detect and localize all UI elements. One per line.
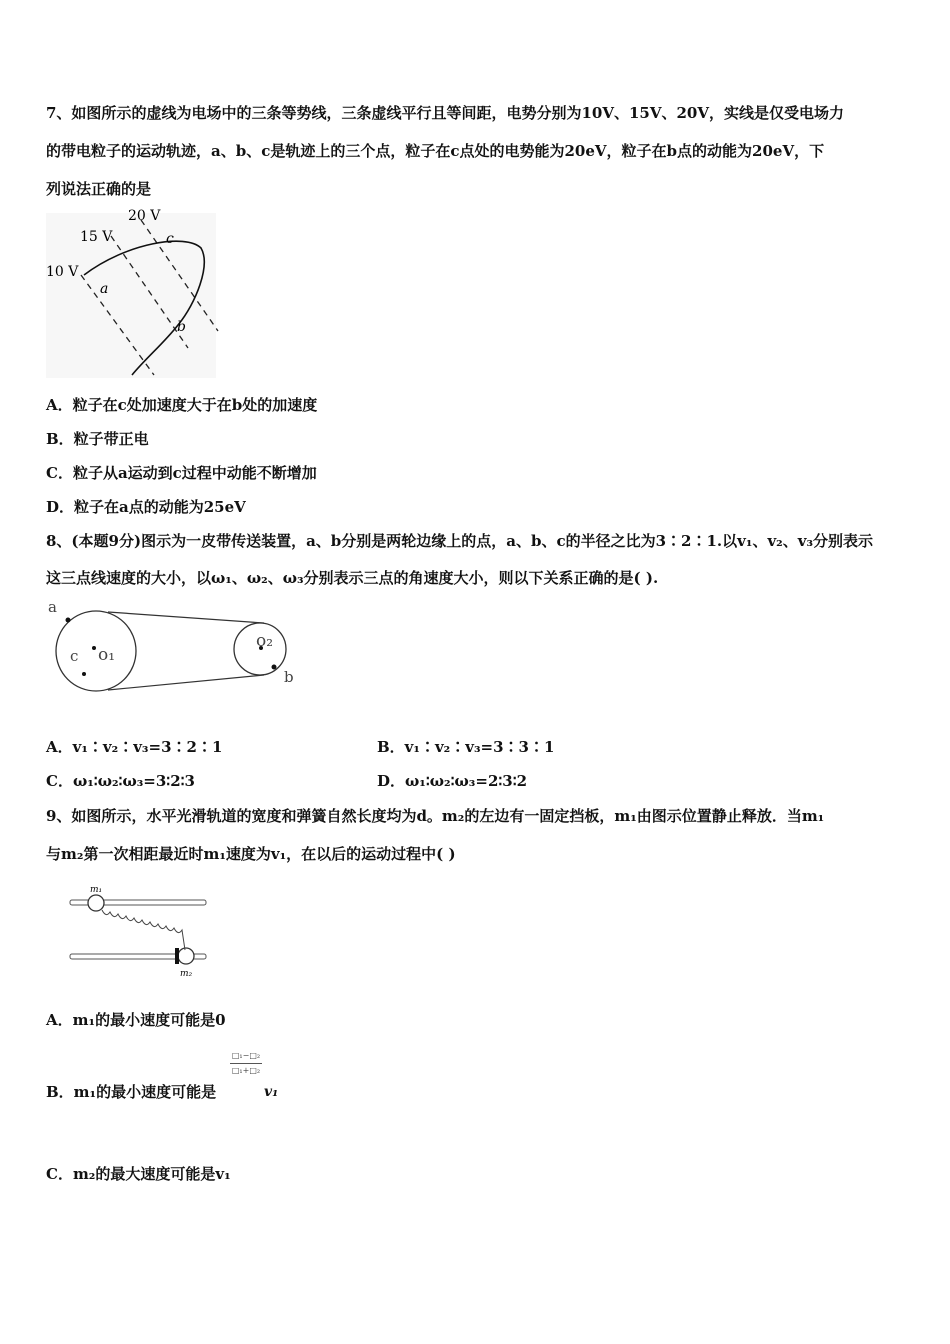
label-m2: m₂ <box>180 969 193 979</box>
center-o1-dot <box>92 646 96 650</box>
label-m1: m₁ <box>90 885 103 895</box>
label-15v: 15 V <box>80 229 113 245</box>
spring <box>102 910 185 950</box>
belt-bottom <box>108 675 264 690</box>
q7-line2: 的带电粒子的运动轨迹，a、b、c是轨迹上的三个点，粒子在c点处的电势能为20eV，粒子在b点的动能为20eV，下 <box>46 142 825 160</box>
q7-option-c: C．粒子从a运动到c过程中动能不断增加 <box>46 464 317 482</box>
point-a: a <box>100 281 109 297</box>
point-b-dot <box>272 665 277 670</box>
q7-option-b: B．粒子带正电 <box>46 430 149 448</box>
q8-option-c: C．ω₁∶ω₂∶ω₃=3∶2∶3 <box>46 772 195 790</box>
q9-line1: 9、如图所示，水平光滑轨道的宽度和弹簧自然长度均为d。m₂的左边有一固定挡板，m₁由图示位置静止释放．当m₁ <box>46 807 825 825</box>
point-c-dot <box>82 672 86 676</box>
q9-line2: 与m₂第一次相距最近时m₁速度为v₁，在以后的运动过程中( ) <box>46 845 456 863</box>
q7-line3: 列说法正确的是 <box>46 180 152 198</box>
q9-option-b-fraction <box>226 1050 266 1077</box>
label-c: c <box>70 647 79 665</box>
mass-m1 <box>88 895 104 911</box>
q8-figure <box>46 598 306 698</box>
mass-m2 <box>178 948 194 964</box>
point-c: c <box>166 231 174 247</box>
wheel-1 <box>56 611 136 691</box>
q9-figure <box>66 880 216 980</box>
q7-figure <box>46 203 221 378</box>
q9-option-b-v1: v₁ <box>264 1084 279 1100</box>
q9-option-c: C．m₂的最大速度可能是v₁ <box>46 1165 231 1183</box>
q9-option-a: A．m₁的最小速度可能是0 <box>46 1011 226 1029</box>
label-o2: o₂ <box>256 631 274 651</box>
q7-line1: 7、如图所示的虚线为电场中的三条等势线，三条虚线平行且等间距，电势分别为10V、15V、20V，实线是仅受电场力 <box>46 104 844 122</box>
label-o1: o₁ <box>98 645 116 665</box>
label-b: b <box>284 668 294 686</box>
point-b: b <box>177 319 186 335</box>
q8-option-d: D．ω₁∶ω₂∶ω₃=2∶3∶2 <box>377 772 528 790</box>
q8-line2: 这三点线速度的大小，以ω₁、ω₂、ω₃分别表示三点的角速度大小，则以下关系正确的是( ). <box>46 569 659 587</box>
label-20v: 20 V <box>128 208 161 224</box>
point-a-dot <box>66 618 71 623</box>
fraction-denominator: □₁+□₂ <box>231 1066 261 1075</box>
label-10v: 10 V <box>46 264 79 280</box>
q8-option-b: B．v₁∶v₂∶v₃=3∶3∶1 <box>377 738 555 756</box>
q8-line1: 8、(本题9分)图示为一皮带传送装置，a、b分别是两轮边缘上的点，a、b、c的半径之比为3∶2∶1.以v₁、v₂、v₃分别表示 <box>46 532 874 550</box>
fixed-stop <box>175 948 179 964</box>
q9-option-b: B．m₁的最小速度可能是 <box>46 1083 217 1101</box>
label-a: a <box>48 598 57 616</box>
belt-top <box>108 612 264 623</box>
q7-option-d: D．粒子在a点的动能为25eV <box>46 498 246 516</box>
q8-option-a: A．v₁∶v₂∶v₃=3∶2∶1 <box>46 738 223 756</box>
q7-option-a: A．粒子在c处加速度大于在b处的加速度 <box>46 396 318 414</box>
fraction-numerator: □₁−□₂ <box>231 1051 261 1060</box>
